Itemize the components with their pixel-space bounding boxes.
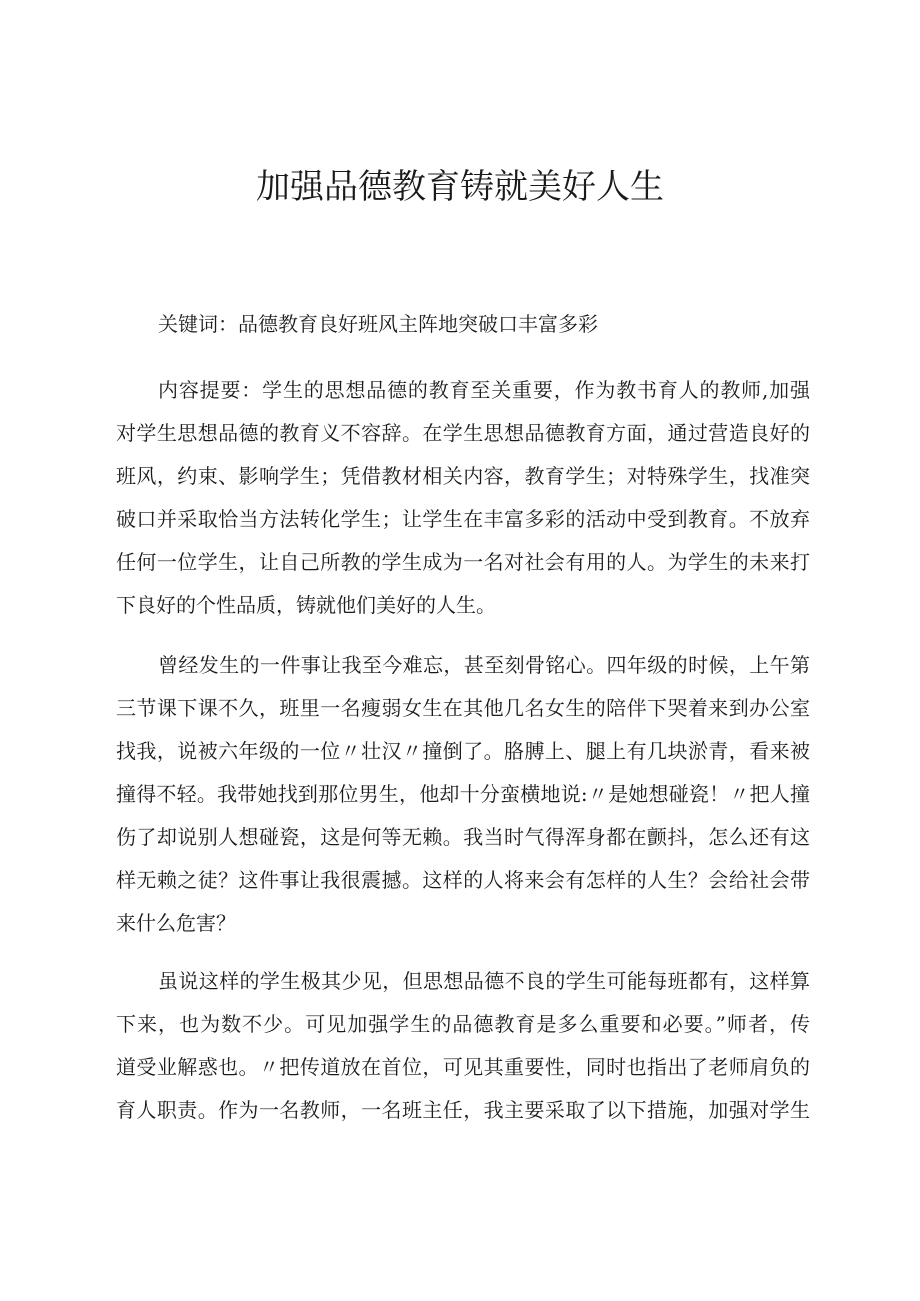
document-title: 加强品德教育铸就美好人生 <box>256 167 664 207</box>
paragraph-line: 内容提要：学生的思想品德的教育至关重要，作为教书育人的教师,加强 <box>158 378 810 402</box>
measures-paragraph <box>116 960 810 1132</box>
paragraph-line: 班风，约束、影响学生；凭借教材相关内容，教育学生；对特殊学生，找准突 <box>116 464 810 488</box>
paragraph-line: 育人职责。作为一名教师，一名班主任，我主要采取了以下措施，加强对学生 <box>116 1098 810 1122</box>
paragraph-line: 曾经发生的一件事让我至今难忘，甚至刻骨铭心。四年级的时候，上午第 <box>158 653 810 677</box>
paragraph-line: 三节课下课不久，班里一名瘦弱女生在其他几名女生的陪伴下哭着来到办公室 <box>116 696 810 720</box>
story-paragraph <box>116 644 810 945</box>
paragraph-line: 任何一位学生，让自己所教的学生成为一名对社会有用的人。为学生的未来打 <box>116 550 810 574</box>
paragraph-line: 来什么危害？ <box>116 911 236 935</box>
paragraph-line: 样无赖之徒？这件事让我很震撼。这样的人将来会有怎样的人生？会给社会带 <box>116 868 810 892</box>
paragraph-line: 道受业解惑也。〃把传道放在首位，可见其重要性，同时也指出了老师肩负的 <box>116 1055 810 1079</box>
paragraph-line: 虽说这样的学生极其少见，但思想品德不良的学生可能每班都有，这样算 <box>158 969 810 993</box>
paragraph-line: 伤了却说别人想碰瓷，这是何等无赖。我当时气得浑身都在颤抖，怎么还有这 <box>116 825 810 849</box>
paragraph-line: 撞得不轻。我带她找到那位男生，他却十分蛮横地说:〃是她想碰瓷！〃把人撞 <box>116 782 810 806</box>
keywords-line: 关键词：品德教育良好班风主阵地突破口丰富多彩 <box>158 312 598 336</box>
paragraph-line: 下良好的个性品质，铸就他们美好的人生。 <box>116 593 496 617</box>
abstract-paragraph <box>116 369 810 627</box>
paragraph-line: 下来，也为数不少。可见加强学生的品德教育是多么重要和必要。”师者，传 <box>116 1012 810 1036</box>
paragraph-line: 破口并采取恰当方法转化学生；让学生在丰富多彩的活动中受到教育。不放弃 <box>116 507 810 531</box>
paragraph-line: 对学生思想品德的教育义不容辞。在学生思想品德教育方面，通过营造良好的 <box>116 421 810 445</box>
paragraph-line: 找我，说被六年级的一位〃壮汉〃撞倒了。胳膊上、腿上有几块淤青，看来被 <box>116 739 810 763</box>
